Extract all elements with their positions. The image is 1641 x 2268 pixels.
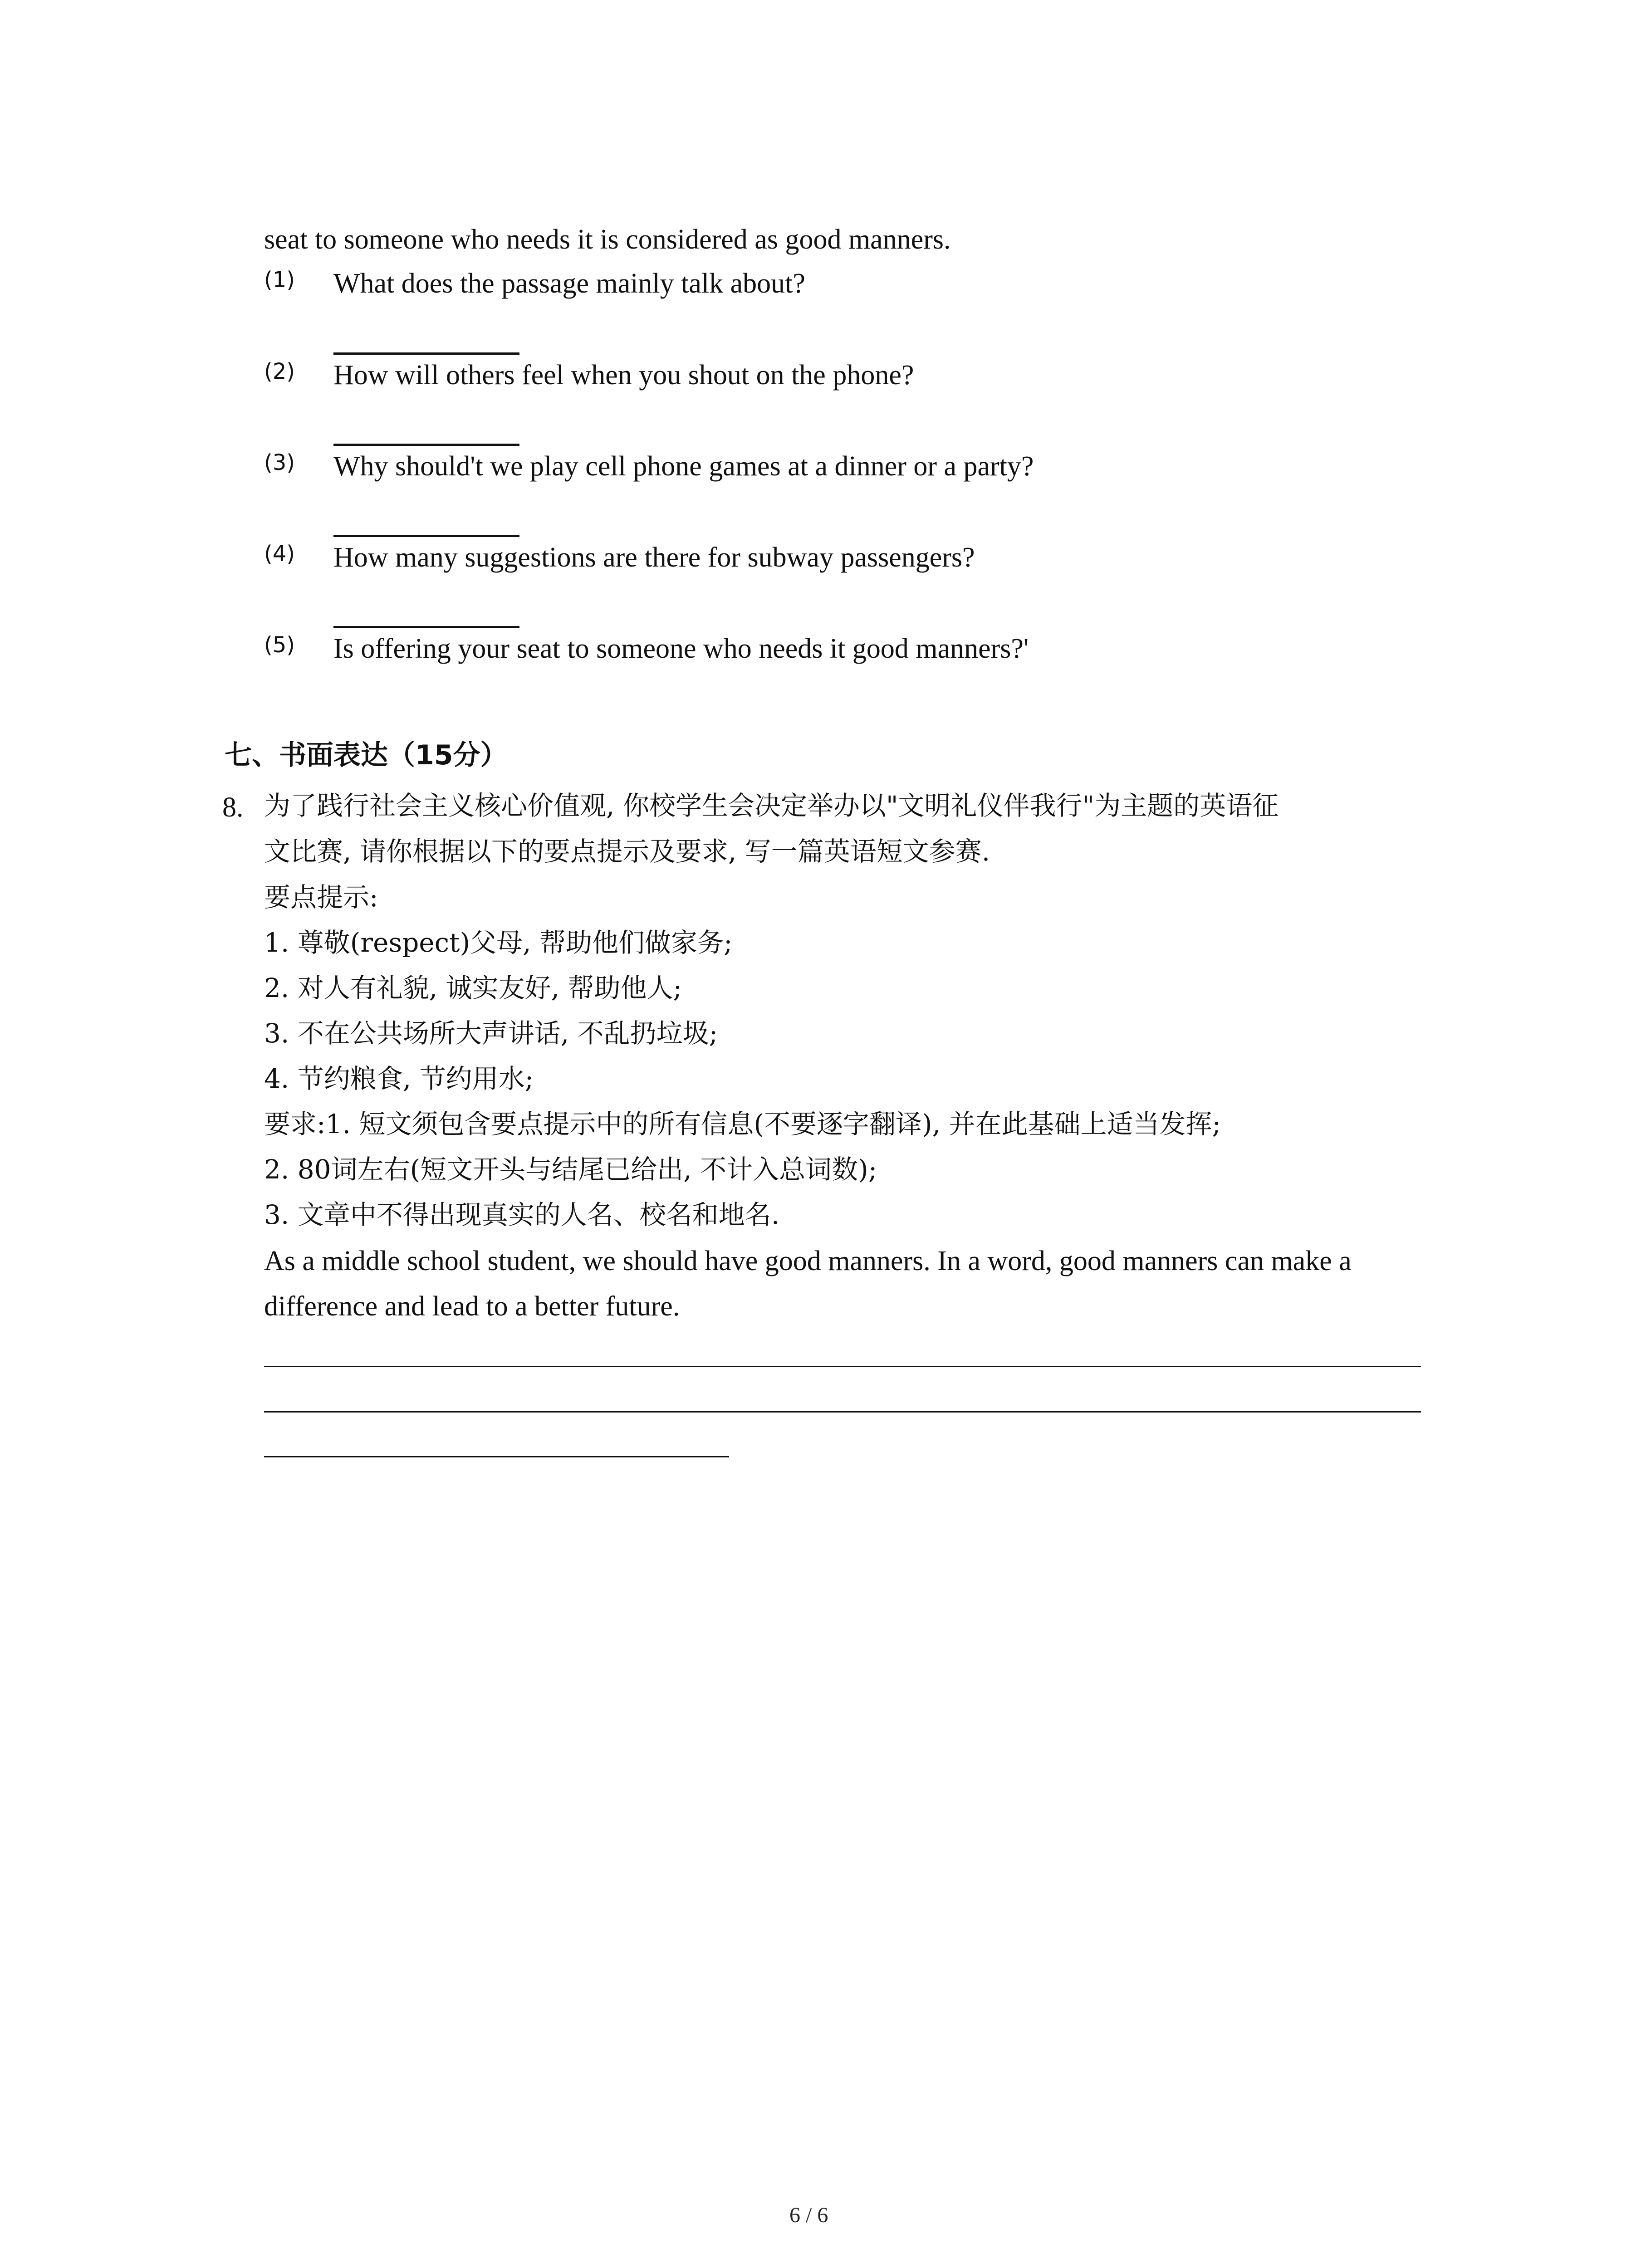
essay-answer-line[interactable] xyxy=(264,1456,729,1457)
question-text: How will others feel when you shout on the phone? xyxy=(333,360,914,391)
writing-requirement: 3. 文章中不得出现真实的人名、校名和地名. xyxy=(264,1199,780,1230)
answer-blank[interactable] xyxy=(333,444,519,446)
key-point: 1. 尊敬(respect)父母, 帮助他们做家务; xyxy=(264,927,733,958)
writing-requirement: 2. 80词左右(短文开头与结尾已给出, 不计入总词数); xyxy=(264,1154,877,1185)
question-number: (5) xyxy=(264,632,295,658)
question-text: How many suggestions are there for subway passengers? xyxy=(333,542,975,573)
answer-blank[interactable] xyxy=(333,626,519,628)
passage-continuation: seat to someone who needs it is considered as good manners. xyxy=(264,224,951,255)
essay-opening-line: difference and lead to a better future. xyxy=(264,1291,680,1322)
essay-answer-line[interactable] xyxy=(264,1366,1421,1367)
key-points-heading: 要点提示: xyxy=(264,882,378,913)
question-number: (4) xyxy=(264,541,295,567)
question-number: (2) xyxy=(264,359,295,384)
key-point: 4. 节约粮食, 节约用水; xyxy=(264,1063,534,1094)
writing-prompt-line: 为了践行社会主义核心价值观, 你校学生会决定举办以"文明礼仪伴我行"为主题的英语征 xyxy=(264,790,1279,821)
writing-question-number: 8. xyxy=(222,792,244,823)
essay-opening-line: As a middle school student, we should have good manners. In a word, good manners can make a xyxy=(264,1246,1352,1276)
writing-section-title: 七、书面表达（15分） xyxy=(225,739,508,771)
page-number: 6 / 6 xyxy=(789,2203,828,2227)
question-number: (1) xyxy=(264,267,295,293)
key-point: 2. 对人有礼貌, 诚实友好, 帮助他人; xyxy=(264,973,682,1003)
writing-requirement: 要求:1. 短文须包含要点提示中的所有信息(不要逐字翻译), 并在此基础上适当发挥; xyxy=(264,1109,1221,1139)
question-text: Why should't we play cell phone games at a dinner or a party? xyxy=(333,451,1034,482)
question-number: (3) xyxy=(264,450,295,475)
writing-prompt-line: 文比赛, 请你根据以下的要点提示及要求, 写一篇英语短文参赛. xyxy=(264,836,990,867)
essay-answer-line[interactable] xyxy=(264,1411,1421,1413)
question-text: Is offering your seat to someone who needs it good manners?' xyxy=(333,633,1029,664)
answer-blank[interactable] xyxy=(333,352,519,355)
key-point: 3. 不在公共场所大声讲话, 不乱扔垃圾; xyxy=(264,1018,718,1049)
question-text: What does the passage mainly talk about? xyxy=(333,268,805,299)
answer-blank[interactable] xyxy=(333,535,519,537)
